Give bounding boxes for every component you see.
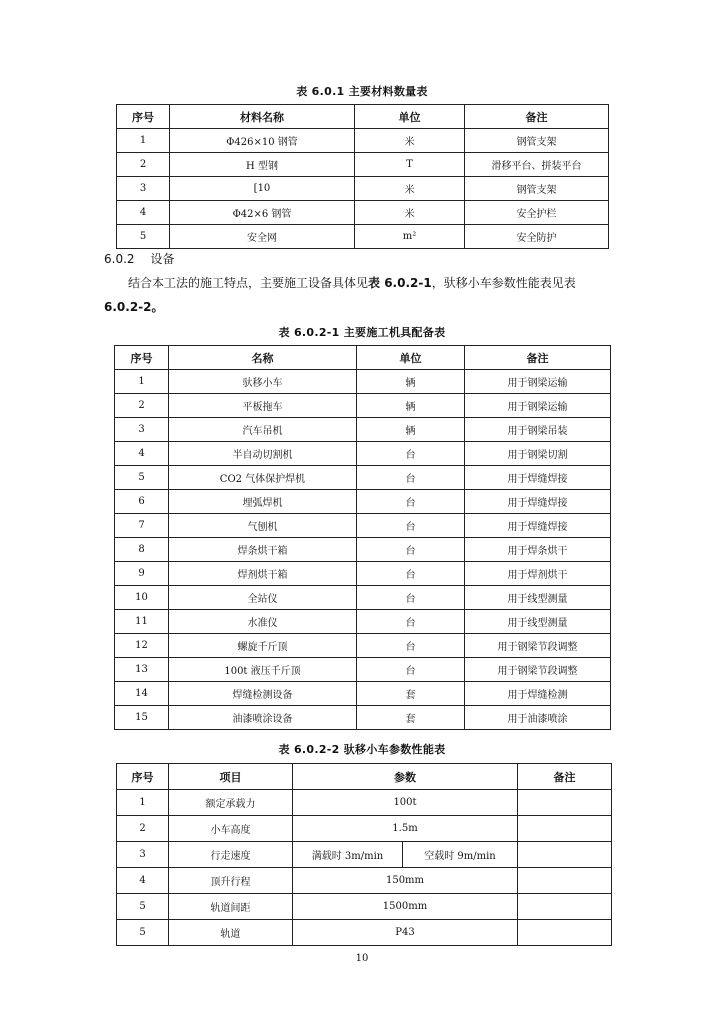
equipment-name: 驮移小车: [169, 370, 357, 394]
col-header-no: 序号: [117, 764, 169, 790]
table-row: [117, 816, 612, 842]
table-row: [117, 790, 612, 816]
remark: 用于焊缝焊接: [465, 514, 611, 538]
equipment-name: 汽车吊机: [169, 418, 357, 442]
table-row: [115, 466, 611, 490]
remark: 钢管支架: [465, 177, 609, 201]
remark: 用于钢梁运输: [465, 370, 611, 394]
remark: [518, 842, 612, 868]
table-header-row: [117, 764, 612, 790]
unit: 台: [357, 634, 465, 658]
row-number: 13: [115, 658, 169, 682]
remark: 安全护栏: [465, 201, 609, 225]
remark: 钢管支架: [465, 129, 609, 153]
unit: 台: [357, 538, 465, 562]
table-row: [117, 201, 609, 225]
remark: [518, 894, 612, 920]
row-number: 4: [117, 201, 170, 225]
parameter-name: 小车高度: [169, 816, 293, 842]
unit: T: [355, 153, 465, 177]
remark: 用于焊缝焊接: [465, 490, 611, 514]
table-row: [115, 442, 611, 466]
table-row: [117, 153, 609, 177]
row-number: 1: [117, 790, 169, 816]
table-header-row: [117, 105, 609, 129]
unit: 台: [357, 442, 465, 466]
remark: 用于钢梁节段调整: [465, 658, 611, 682]
materials-table: [116, 104, 609, 249]
unit: 辆: [357, 418, 465, 442]
parameter-name: 顶升行程: [169, 868, 293, 894]
table-row: [117, 894, 612, 920]
remark: 用于线型测量: [465, 610, 611, 634]
para-table-ref-2: 6.0.2-2。: [104, 300, 164, 314]
table-row: [115, 490, 611, 514]
remark: 滑移平台、拼装平台: [465, 153, 609, 177]
col-header-remark: 备注: [465, 105, 609, 129]
remark: [518, 790, 612, 816]
row-number: 3: [117, 177, 170, 201]
parameter-value: 150mm: [293, 868, 518, 894]
row-number: 2: [117, 153, 170, 177]
col-header-no: 序号: [115, 346, 169, 370]
table-row: [115, 370, 611, 394]
parameter-name: 轨道: [169, 920, 293, 946]
equipment-name: 埋弧焊机: [169, 490, 357, 514]
table-row: [115, 418, 611, 442]
material-name: H 型钢: [170, 153, 355, 177]
parameter-name: 额定承载力: [169, 790, 293, 816]
table-row: [115, 682, 611, 706]
remark: [518, 920, 612, 946]
trolley-parameters-table: [116, 763, 612, 946]
unit: 台: [357, 466, 465, 490]
unit: 米: [355, 177, 465, 201]
table-row: [115, 706, 611, 730]
unit: m²: [355, 225, 465, 249]
table-row: [115, 394, 611, 418]
equipment-name: 气刨机: [169, 514, 357, 538]
row-number: 9: [115, 562, 169, 586]
material-name: [10: [170, 177, 355, 201]
col-header-remark: 备注: [465, 346, 611, 370]
remark: 用于油漆喷涂: [465, 706, 611, 730]
equipment-name: 半自动切割机: [169, 442, 357, 466]
remark: 用于钢梁节段调整: [465, 634, 611, 658]
col-header-param: 参数: [293, 764, 518, 790]
table-row: [115, 514, 611, 538]
unit: 套: [357, 706, 465, 730]
remark: 用于焊缝检测: [465, 682, 611, 706]
remark: 用于焊条烘干: [465, 538, 611, 562]
row-number: 7: [115, 514, 169, 538]
material-name: Φ426×10 钢管: [170, 129, 355, 153]
row-number: 4: [117, 868, 169, 894]
material-name: Φ42×6 钢管: [170, 201, 355, 225]
col-header-material: 材料名称: [170, 105, 355, 129]
row-number: 4: [115, 442, 169, 466]
col-header-name: 名称: [169, 346, 357, 370]
table-row: [115, 610, 611, 634]
table-row: [117, 225, 609, 249]
equipment-name: 焊缝检测设备: [169, 682, 357, 706]
row-number: 15: [115, 706, 169, 730]
unit: 台: [357, 490, 465, 514]
table-row: [117, 177, 609, 201]
table-row: [117, 129, 609, 153]
row-number: 3: [117, 842, 169, 868]
material-name: 安全网: [170, 225, 355, 249]
unit: 辆: [357, 370, 465, 394]
remark: 用于焊剂烘干: [465, 562, 611, 586]
para-text-a: 结合本工法的施工特点，主要施工设备具体见: [128, 276, 369, 290]
equipment-name: 100t 液压千斤顶: [169, 658, 357, 682]
table-row: [115, 634, 611, 658]
remark: 安全防护: [465, 225, 609, 249]
unit: 米: [355, 201, 465, 225]
para-table-ref: 表 6.0.2-1: [368, 276, 432, 290]
table3-caption: 表 6.0.2-2 驮移小车参数性能表: [278, 743, 446, 756]
table-row: [117, 868, 612, 894]
unit: 套: [357, 682, 465, 706]
equipment-name: 全站仪: [169, 586, 357, 610]
row-number: 1: [117, 129, 170, 153]
remark: 用于焊缝焊接: [465, 466, 611, 490]
row-number: 11: [115, 610, 169, 634]
table-row: [115, 658, 611, 682]
table1-caption: 表 6.0.1 主要材料数量表: [296, 85, 428, 98]
row-number: 8: [115, 538, 169, 562]
paragraph-line-2: [104, 295, 614, 319]
row-number: 2: [117, 816, 169, 842]
table-row: [115, 562, 611, 586]
para-text-b: ，驮移小车参数性能表见表: [431, 276, 576, 290]
parameter-value-unloaded: 空载时 9m/min: [403, 842, 518, 868]
parameter-value: 1.5m: [293, 816, 518, 842]
unit: 米: [355, 129, 465, 153]
equipment-name: CO2 气体保护焊机: [169, 466, 357, 490]
row-number: 6: [115, 490, 169, 514]
unit: 台: [357, 562, 465, 586]
parameter-value: P43: [293, 920, 518, 946]
col-header-unit: 单位: [357, 346, 465, 370]
row-number: 12: [115, 634, 169, 658]
table-row: [117, 842, 612, 868]
row-number: 5: [117, 920, 169, 946]
row-number: 14: [115, 682, 169, 706]
equipment-name: 螺旋千斤顶: [169, 634, 357, 658]
parameter-value: 100t: [293, 790, 518, 816]
equipment-name: 平板拖车: [169, 394, 357, 418]
parameter-name: 轨道间距: [169, 894, 293, 920]
row-number: 5: [117, 894, 169, 920]
row-number: 5: [117, 225, 170, 249]
unit: 台: [357, 514, 465, 538]
equipment-name: 焊条烘干箱: [169, 538, 357, 562]
remark: [518, 868, 612, 894]
equipment-name: 焊剂烘干箱: [169, 562, 357, 586]
col-header-remark: 备注: [518, 764, 612, 790]
table-row: [115, 538, 611, 562]
row-number: 3: [115, 418, 169, 442]
paragraph-line-1: [104, 271, 614, 295]
equipment-name: 油漆喷涂设备: [169, 706, 357, 730]
col-header-no: 序号: [117, 105, 170, 129]
table-row: [117, 920, 612, 946]
table2-caption: 表 6.0.2-1 主要施工机具配备表: [278, 326, 446, 339]
row-number: 5: [115, 466, 169, 490]
col-header-item: 项目: [169, 764, 293, 790]
page-number: 10: [355, 953, 369, 964]
equipment-name: 水准仪: [169, 610, 357, 634]
remark: 用于线型测量: [465, 586, 611, 610]
unit: 辆: [357, 394, 465, 418]
remark: 用于钢梁吊装: [465, 418, 611, 442]
parameter-value: 1500mm: [293, 894, 518, 920]
row-number: 10: [115, 586, 169, 610]
section-paragraph: [104, 271, 614, 319]
unit: 台: [357, 610, 465, 634]
parameter-name: 行走速度: [169, 842, 293, 868]
equipment-table: [114, 345, 611, 730]
unit: 台: [357, 658, 465, 682]
section-heading: [104, 250, 175, 267]
table-header-row: [115, 346, 611, 370]
unit: 台: [357, 586, 465, 610]
parameter-value-loaded: 满载时 3m/min: [293, 842, 403, 868]
remark: 用于钢梁运输: [465, 394, 611, 418]
remark: [518, 816, 612, 842]
row-number: 2: [115, 394, 169, 418]
section-title: 设备: [150, 252, 175, 266]
section-number: 6.0.2: [104, 252, 135, 266]
row-number: 1: [115, 370, 169, 394]
remark: 用于钢梁切割: [465, 442, 611, 466]
col-header-unit: 单位: [355, 105, 465, 129]
table-row: [115, 586, 611, 610]
